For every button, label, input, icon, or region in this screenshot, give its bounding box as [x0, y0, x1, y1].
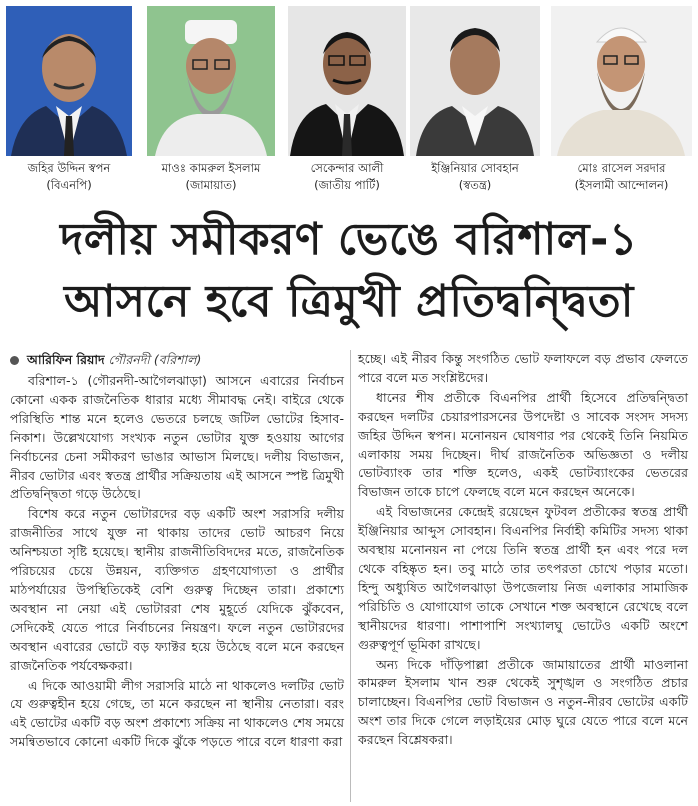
candidate-photo-kamrul	[147, 6, 275, 156]
candidate-photo-sekendar	[288, 6, 406, 156]
candidate-party: (জাতীয় পার্টি)	[314, 178, 380, 192]
paragraph: হচ্ছে। এই নীরব কিন্তু সংগঠিত ভোট ফলাফলে বড় প্রভাব ফেলতে পারে বলে মত সংশ্লিষ্টদের।	[358, 351, 688, 385]
paragraph: এ দিকে আওয়ামী লীগ সরাসরি মাঠে না থাকলেও দলটির ভোট যে গুরুত্বহীন হয়ে গেছে, তা মনে করছেন না স্থানীয় নেতারা। বরং এই ভোটের একটি বড় অংশ প্রকাশ্যে সক্রিয় না থাকলেও শেষ সময়ে সমন্বিতভাবে কোনো একটি দিকে ঝুঁকে পড়তে পারে বলে ধারণা করা	[10, 677, 344, 750]
candidate-party: (জামায়াত)	[185, 178, 237, 192]
candidate-name: জহির উদ্দিন স্বপন	[27, 161, 111, 175]
candidate-photo-rasel	[551, 6, 692, 156]
article-column-2	[358, 350, 688, 750]
paragraph: এই বিভাজনের কেন্দ্রেই রয়েছেন ফুটবল প্রতীকের স্বতন্ত্র প্রার্থী ইঞ্জিনিয়ার আব্দুস সোবহান। বিএনপির নির্বাহী কমিটির সদস্য থাকা অবস্থায় মনোনয়ন না পেয়ে তিনি স্বতন্ত্র প্রার্থী হন এবং পরে দল থেকে বহিষ্কৃত হন। তবু মাঠে তার তৎপরতা চোখে পড়ার মতো। হিন্দু অধ্যুষিত আগৈলঝাড়া উপজেলায় নিজ এলাকার সামাজিক পরিচিতি ও যোগাযোগ তাকে সেখানে শক্ত অবস্থানে রেখেছে বলে স্থানীয়দের ধারণা। পাশাপাশি সংখ্যালঘু ভোটেও একটি অংশে গুরুত্বপূর্ণ ভূমিকা রাখছে।	[358, 504, 688, 652]
paragraph: বরিশাল-১ (গৌরনদী-আগৈলঝাড়া) আসনে এবারের নির্বাচন কোনো একক রাজনৈতিক ধারার মধ্যে সীমাবদ্ধ নেই। বাইরে থেকে পরিস্থিতি শান্ত মনে হলেও ভেতরে চলছে জটিল ভোটের হিসাব-নিকাশ। উল্লেখযোগ্য সংখ্যক নতুন ভোটার যুক্ত হওয়ায় আগের নির্বাচনের চেনা সমীকরণ ভাঙার আভাস মিলছে। দলীয় বিভাজন, নীরব ভোটার এবং স্বতন্ত্র প্রার্থীর সক্রিয়তায় এই আসনে স্পষ্ট ত্রিমুখী প্রতিদ্বন্দ্বিতা গড়ে উঠেছে।	[10, 373, 344, 502]
candidate-photo-swapan	[6, 6, 132, 156]
reporter-name: আরিফিন রিয়াদ	[26, 352, 105, 367]
portrait-image	[6, 6, 132, 156]
dateline-place: গৌরনদী (বরিশাল)	[108, 352, 202, 367]
paragraph: বিশেষ করে নতুন ভোটারদের বড় একটি অংশ সরাসরি দলীয় রাজনীতির সাথে যুক্ত না থাকায় তাদের ভোট আচরণ নিয়ে অনিশ্চয়তা সৃষ্টি হয়েছে। স্থানীয় রাজনীতিবিদদের মতে, রাজনৈতিক পরিচয়ের চেয়ে উন্নয়ন, ব্যক্তিগত গ্রহণযোগ্যতা ও প্রার্থীর মাঠপর্যায়ের উপস্থিতিকেই বেশি গুরুত্ব দিচ্ছেন তারা। প্রকাশ্যে অবস্থান না নেয়া এই ভোটাররা শেষ মুহূর্তে যেদিকে ঝুঁকবেন, সেদিকেই যেতে পারে নির্বাচনের নিয়ন্ত্রণ। ফলে নতুন ভোটারদের অবস্থান এবারের ভোটে বড় ফ্যাক্টর হয়ে উঠেছে বলে মনে করছেন রাজনৈতিক পর্যবেক্ষকরা।	[10, 506, 344, 673]
bullet-icon	[10, 356, 19, 365]
paragraph: অন্য দিকে দাঁড়িপাল্লা প্রতীকে জামায়াতের প্রার্থী মাওলানা কামরুল ইসলাম খান শুরু থেকেই সুশৃঙ্খল ও সংগঠিত প্রচার চালাচ্ছেন। বিএনপির ভোট বিভাজন ও নতুন-নীরব ভোটের একটি অংশ তার দিকে গেলে লড়াইয়ের মোড় ঘুরে যেতে পারে বলে মনে করছেন বিশ্লেষকরা।	[358, 656, 688, 748]
candidate-party: (ইসলামী আন্দোলন)	[574, 178, 669, 192]
paragraph: ধানের শীষ প্রতীকে বিএনপির প্রার্থী হিসেবে প্রতিদ্বন্দ্বিতা করছেন দলটির চেয়ারপারসনের উপদেষ্টা ও সাবেক সংসদ সদস্য জহির উদ্দিন স্বপন। মনোনয়ন ঘোষণার পর থেকেই তিনি নিয়মিত এলাকায় সময় দিচ্ছেন। দীর্ঘ রাজনৈতিক অভিজ্ঞতা ও দলীয় ভোটব্যাংক তার শক্তি হলেও, একই ভোটব্যাংকের ভেতরের বিভাজন তাকে চাপে ফেলছে বলে মনে করছেন অনেকে।	[358, 389, 688, 500]
caption-swapan	[6, 160, 132, 194]
caption-kamrul	[147, 160, 275, 194]
caption-sobhan	[410, 160, 540, 194]
headline-line-2: আসনে হবে ত্রিমুখী প্রতিদ্বন্দ্বিতা	[64, 276, 634, 327]
candidate-name: ইঞ্জিনিয়ার সোবহান	[431, 161, 519, 175]
candidate-name: মাওঃ কামরুল ইসলাম	[161, 161, 261, 175]
portrait-image	[410, 6, 540, 156]
headline-line-1: দলীয় সমীকরণ ভেঙে বরিশাল-১	[60, 214, 638, 265]
byline	[10, 352, 201, 368]
caption-rasel	[551, 160, 692, 194]
portrait-image	[147, 6, 275, 156]
candidate-captions	[6, 160, 692, 200]
candidate-name: মোঃ রাসেল সরদার	[577, 161, 666, 175]
candidate-photo-strip	[6, 6, 692, 156]
caption-sekendar	[288, 160, 406, 194]
candidate-photo-sobhan	[410, 6, 540, 156]
column-divider	[350, 350, 351, 802]
portrait-image	[288, 6, 406, 156]
candidate-party: (স্বতন্ত্র)	[458, 178, 492, 192]
article-column-1	[10, 372, 344, 752]
portrait-image	[551, 6, 692, 156]
candidate-name: সেকেন্দার আলী	[310, 161, 384, 175]
candidate-party: (বিএনপি)	[46, 178, 92, 192]
